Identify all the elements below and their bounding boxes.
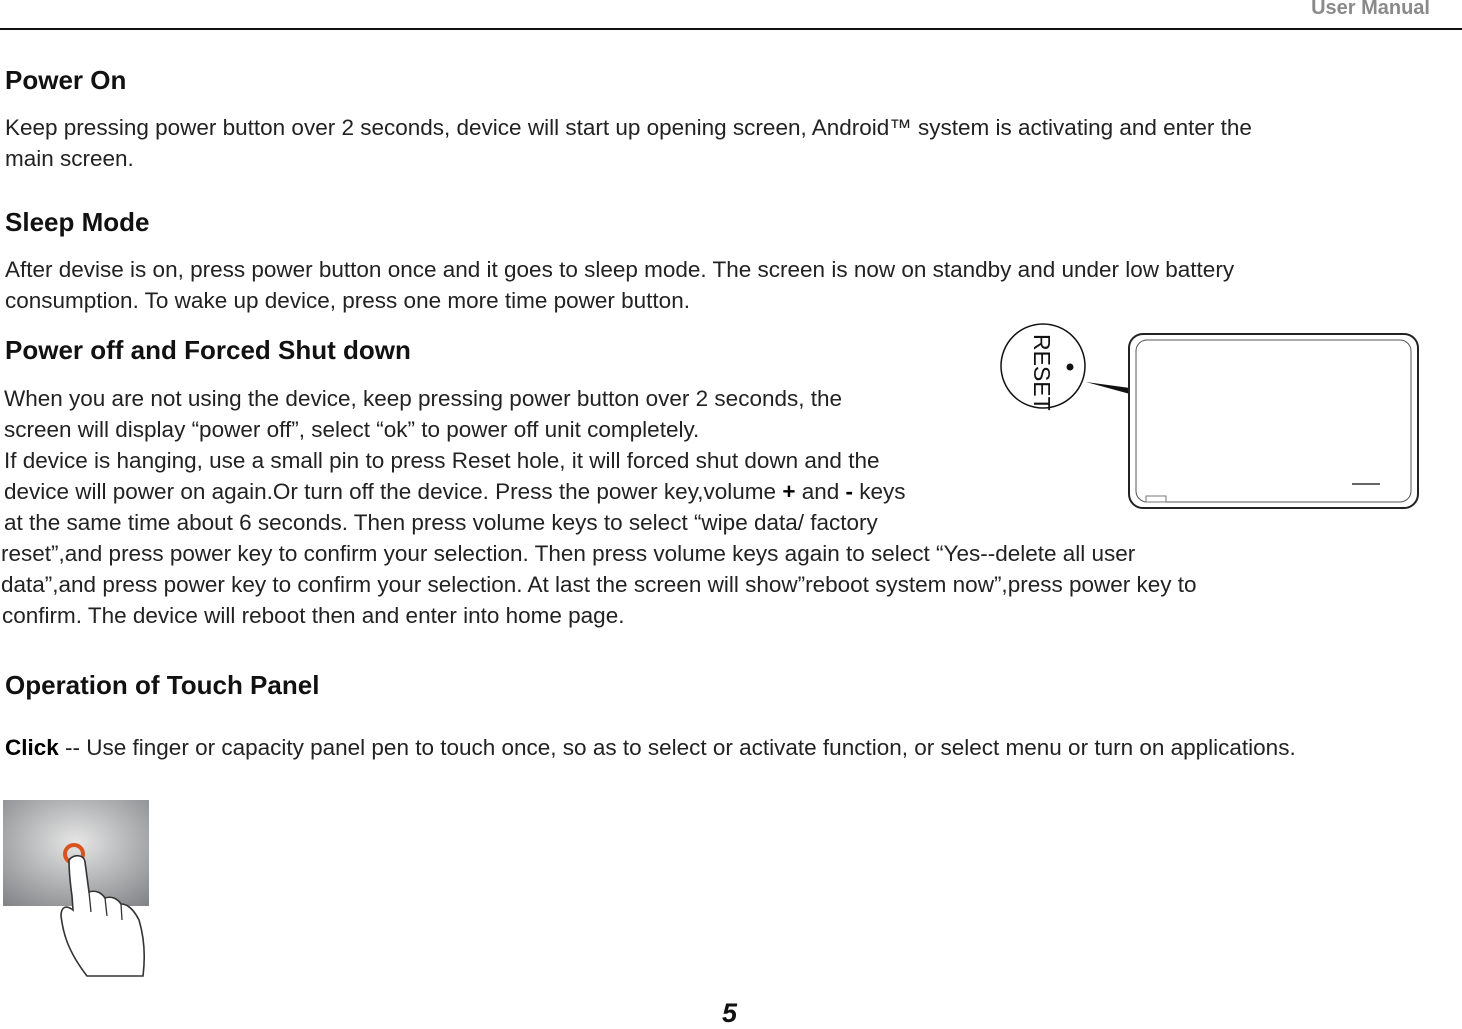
click-term: Click <box>5 735 59 760</box>
text-line: screen will display “power off”, select “ok” to power off unit completely. <box>4 417 700 442</box>
paragraph-power-on <box>5 112 1252 174</box>
volume-plus-symbol: + <box>782 479 796 504</box>
tablet-body-icon <box>1129 334 1418 508</box>
text-line <box>5 732 1296 763</box>
heading-power-on: Power On <box>5 65 127 95</box>
heading-power-off: Power off and Forced Shut down <box>5 335 411 365</box>
text-line: Keep pressing power button over 2 seconds, device will start up opening screen, Android™ system is activating and enter the <box>5 115 1252 140</box>
click-description: -- Use finger or capacity panel pen to touch once, so as to select or activate function, or select menu or turn on applications. <box>58 735 1296 760</box>
text-line: consumption. To wake up device, press one more time power button. <box>5 288 690 313</box>
paragraph-click <box>5 732 1296 763</box>
text-line: confirm. The device will reboot then and enter into home page. <box>2 603 625 628</box>
reset-pointer-icon <box>1086 382 1130 394</box>
header-divider <box>0 28 1462 30</box>
text-line: reset”,and press power key to confirm your selection. Then press volume keys again to select “Yes--delete all user <box>1 541 1136 566</box>
text-line: data”,and press power key to confirm your selection. At last the screen will show”reboot system now”,press power key to <box>1 572 1197 597</box>
page-number: 5 <box>722 998 738 1028</box>
text-line: When you are not using the device, keep pressing power button over 2 seconds, the <box>4 386 843 411</box>
tablet-reset-figure <box>998 316 1428 521</box>
reset-label: RESET <box>1029 334 1055 411</box>
text-line: main screen. <box>5 146 134 171</box>
heading-sleep-mode: Sleep Mode <box>5 207 150 237</box>
text-fragment: device will power on again.Or turn off the device. Press the power key,volume <box>4 479 783 504</box>
touch-click-figure <box>3 800 153 985</box>
reset-hole-icon <box>1067 364 1074 371</box>
volume-minus-symbol: - <box>845 479 853 504</box>
text-line: If device is hanging, use a small pin to press Reset hole, it will forced shut down and the <box>4 448 880 473</box>
heading-touch-panel: Operation of Touch Panel <box>5 670 320 700</box>
text-fragment: keys <box>853 479 906 504</box>
text-line: at the same time about 6 seconds. Then press volume keys to select “wipe data/ factory <box>4 510 878 535</box>
header-title: User Manual <box>1311 0 1430 19</box>
text-fragment: and <box>795 479 846 504</box>
paragraph-sleep-mode <box>5 254 1234 316</box>
text-line: After devise is on, press power button once and it goes to sleep mode. The screen is now on standby and under low battery <box>5 257 1235 282</box>
